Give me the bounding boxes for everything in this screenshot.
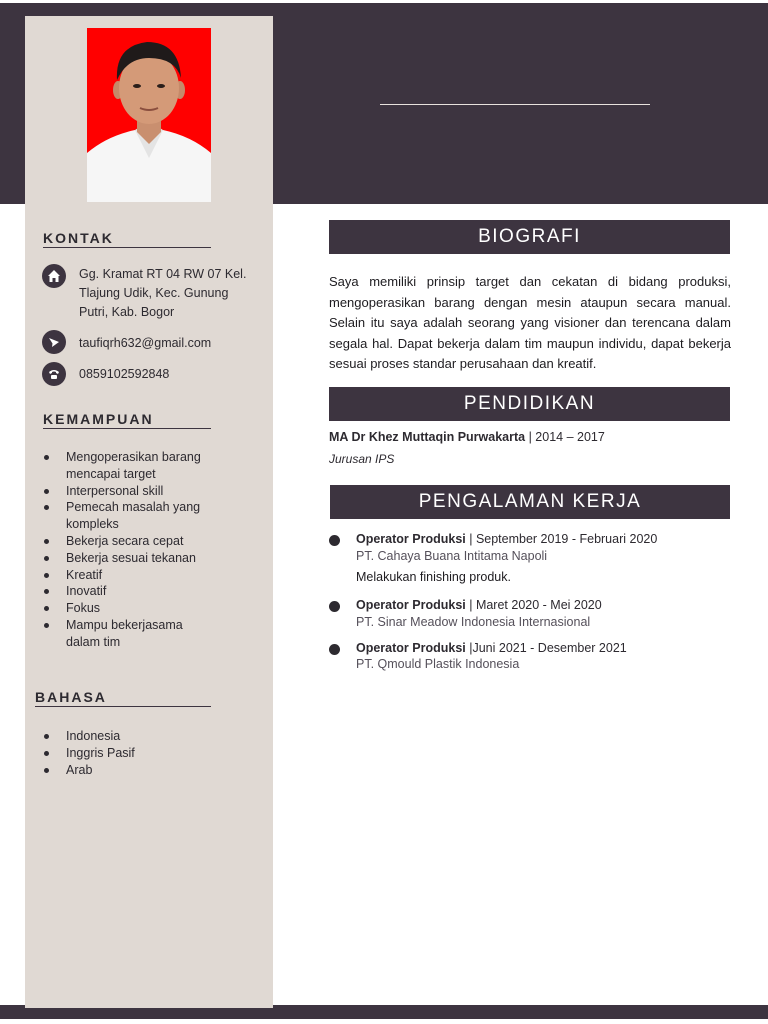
skill-line: Mampu bekerjasama bbox=[66, 617, 183, 632]
contact-phone: 0859102592848 bbox=[79, 367, 170, 381]
skill-line: Pemecah masalah yang bbox=[66, 500, 201, 515]
address-line: Putri, Kab. Bogor bbox=[79, 305, 175, 319]
job-company: PT. Qmould Plastik Indonesia bbox=[356, 657, 520, 671]
skill-item bbox=[44, 483, 244, 500]
education-major: Jurusan IPS bbox=[329, 452, 395, 466]
skills-heading: KEMAMPUAN bbox=[43, 411, 211, 429]
timeline-dot bbox=[329, 601, 340, 612]
education-years: 2014 – 2017 bbox=[535, 430, 605, 444]
skill-line: Kreatif bbox=[66, 567, 103, 582]
education-separator: | bbox=[525, 430, 536, 444]
phone-icon bbox=[42, 362, 66, 386]
languages-list bbox=[44, 728, 244, 778]
timeline-dot bbox=[329, 644, 340, 655]
education-heading: PENDIDIKAN bbox=[329, 387, 730, 421]
skill-item bbox=[44, 449, 244, 483]
school-name: MA Dr Khez Muttaqin Purwakarta bbox=[329, 430, 526, 444]
job-title-line bbox=[356, 598, 602, 612]
skill-item bbox=[44, 499, 244, 533]
skill-line: Inovatif bbox=[66, 584, 107, 599]
skill-item bbox=[44, 550, 244, 567]
job-period: | Maret 2020 - Mei 2020 bbox=[465, 598, 602, 612]
job-description: Melakukan finishing produk. bbox=[356, 570, 511, 584]
skill-line: Mengoperasikan barang bbox=[66, 450, 201, 464]
job-company: PT. Cahaya Buana Intitama Napoli bbox=[356, 549, 548, 563]
skill-line: dalam tim bbox=[66, 634, 121, 649]
biography-text: Saya memiliki prinsip target dan cekatan di bidang produksi, mengoperasikan barang dengan mesin ataupun secara manual. Selain itu saya adalah seorang yang visioner dan terencana dalam segala hal. Dapat bekerja dalam tim maupun individu, dapat bekerja sesuai proses standar perusahaan dan kreatif. bbox=[329, 274, 731, 371]
skill-line: mencapai target bbox=[66, 466, 156, 481]
contact-heading: KONTAK bbox=[43, 230, 211, 248]
job-title: Operator Produksi bbox=[356, 598, 466, 612]
timeline-dot bbox=[329, 535, 340, 546]
job-title-line bbox=[356, 532, 657, 546]
language-item: Arab bbox=[44, 762, 244, 779]
skill-line: Interpersonal skill bbox=[66, 483, 164, 498]
send-icon bbox=[42, 330, 66, 354]
job-title: Operator Produksi bbox=[356, 641, 466, 655]
language-item: Inggris Pasif bbox=[44, 745, 244, 762]
skill-line: kompleks bbox=[66, 517, 119, 532]
job-company: PT. Sinar Meadow Indonesia Internasional bbox=[356, 615, 591, 629]
skill-item bbox=[44, 617, 244, 651]
biography-heading: BIOGRAFI bbox=[329, 220, 730, 254]
education-entry bbox=[329, 430, 605, 444]
language-item: Indonesia bbox=[44, 728, 244, 745]
address-line: Gg. Kramat RT 04 RW 07 Kel. bbox=[79, 267, 247, 281]
skill-item bbox=[44, 600, 244, 617]
skill-line: Fokus bbox=[66, 601, 101, 616]
job-title: Operator Produksi bbox=[356, 532, 466, 546]
job-period: |Juni 2021 - Desember 2021 bbox=[465, 641, 627, 655]
home-icon bbox=[42, 264, 66, 288]
contact-email: taufiqrh632@gmail.com bbox=[79, 336, 212, 350]
profile-photo bbox=[87, 28, 211, 202]
header-divider bbox=[380, 104, 650, 105]
contact-address bbox=[79, 265, 246, 322]
experience-heading: PENGALAMAN KERJA bbox=[330, 485, 730, 519]
job-period: | September 2019 - Februari 2020 bbox=[465, 532, 658, 546]
person-portrait-icon bbox=[87, 28, 211, 202]
job-title-line bbox=[356, 641, 627, 655]
skill-item bbox=[44, 583, 244, 600]
skill-line: Bekerja sesuai tekanan bbox=[66, 550, 196, 565]
skill-item bbox=[44, 567, 244, 584]
skill-line: Bekerja secara cepat bbox=[66, 533, 184, 548]
languages-heading: BAHASA bbox=[35, 689, 211, 707]
address-line: Tlajung Udik, Kec. Gunung bbox=[79, 286, 229, 300]
skill-item bbox=[44, 533, 244, 550]
skills-list bbox=[44, 449, 244, 651]
